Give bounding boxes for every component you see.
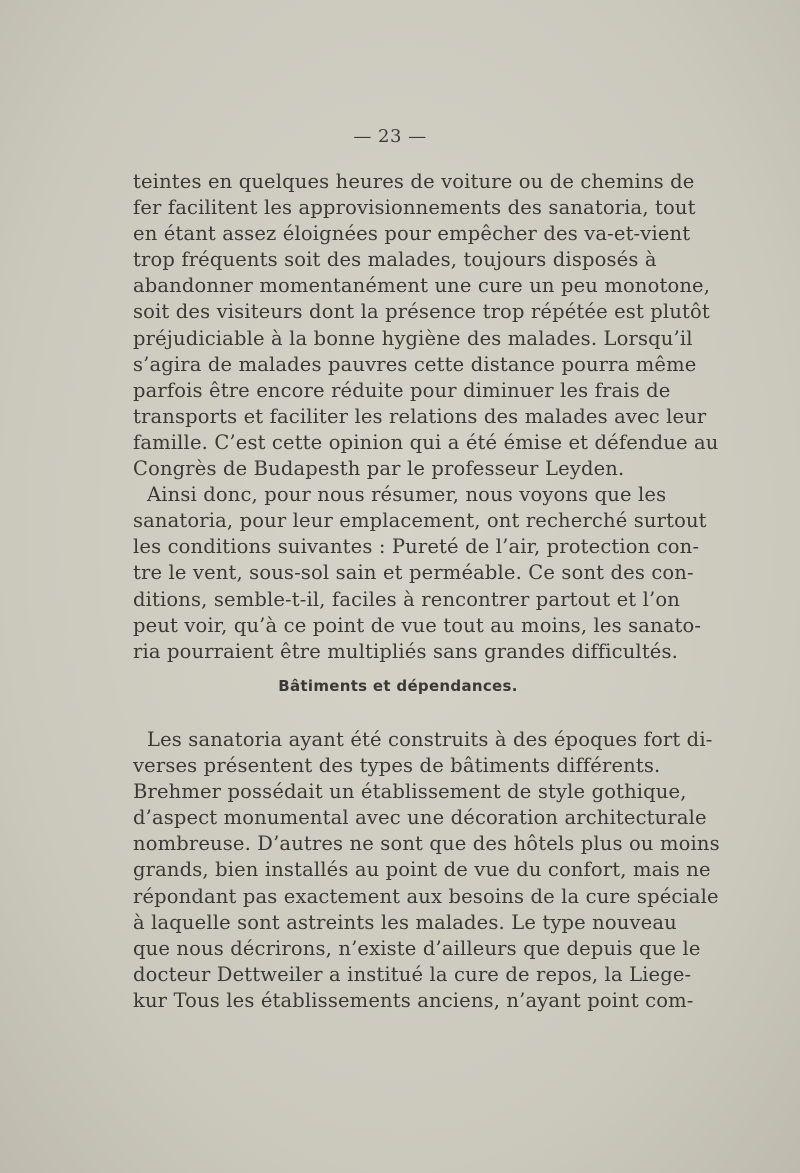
text-line: ditions, semble-t-il, faciles à rencontrer partout et l’on	[133, 587, 680, 611]
text-line: transports et faciliter les relations des malades avec leur	[133, 404, 707, 428]
text-line: kur Tous les établissements anciens, n’ayant point com-	[133, 988, 694, 1012]
text-line: Les sanatoria ayant été construits à des époques fort di-	[147, 728, 713, 751]
text-line: les conditions suivantes : Pureté de l’air, protection con-	[133, 535, 700, 559]
text-line: peut voir, qu’à ce point de vue tout au moins, les sanato-	[133, 613, 702, 637]
text-line: Ainsi donc, pour nous résumer, nous voyons que les	[147, 483, 667, 507]
text-line: soit des visiteurs dont la présence trop répétée est plutôt	[133, 300, 710, 324]
text-line: abandonner momentanément une cure un peu monotone,	[133, 274, 711, 298]
text-line: docteur Dettweiler a institué la cure de repos, la Liege-	[133, 962, 692, 986]
text-line: en étant assez éloignées pour empêcher des va-et-vient	[133, 222, 691, 246]
text-line: fer facilitent les approvisionnements des sanatoria, tout	[133, 196, 696, 220]
text-line: s’agira de malades pauvres cette distance pourra même	[133, 352, 697, 376]
section-heading: Bâtiments et dépendances.	[278, 677, 518, 695]
text-line: Brehmer possédait un établissement de style gothique,	[133, 780, 687, 804]
text-line: que nous décrirons, n’existe d’ailleurs que depuis que le	[133, 936, 701, 960]
text-line: d’aspect monumental avec une décoration architecturale	[133, 806, 707, 830]
text-line: tre le vent, sous-sol sain et perméable. Ce sont des con-	[133, 561, 694, 585]
text-line: sanatoria, pour leur emplacement, ont recherché surtout	[133, 509, 707, 533]
text-line: trop fréquents soit des malades, toujours disposés à	[133, 248, 657, 272]
text-line: préjudiciable à la bonne hygiène des malades. Lorsqu’il	[133, 326, 693, 350]
text-line: teintes en quelques heures de voiture ou de chemins de	[133, 170, 695, 193]
text-line: à laquelle sont astreints les malades. Le type nouveau	[133, 910, 677, 934]
text-line: Congrès de Budapesth par le professeur Leyden.	[133, 457, 625, 481]
text-line: verses présentent des types de bâtiments différents.	[133, 754, 661, 778]
text-line: grands, bien installés au point de vue du confort, mais ne	[133, 858, 711, 882]
page-number: — 23 —	[353, 126, 427, 147]
paragraph-block-2	[133, 727, 720, 1014]
text-line: nombreuse. D’autres ne sont que des hôtels plus ou moins	[133, 832, 720, 856]
text-line: ria pourraient être multipliés sans grandes difficultés.	[133, 639, 679, 663]
text-line: famille. C’est cette opinion qui a été émise et défendue au	[133, 430, 719, 454]
paragraph-block-1	[133, 169, 719, 665]
text-line: parfois être encore réduite pour diminuer les frais de	[133, 378, 671, 402]
text-line: répondant pas exactement aux besoins de la cure spéciale	[133, 884, 719, 908]
